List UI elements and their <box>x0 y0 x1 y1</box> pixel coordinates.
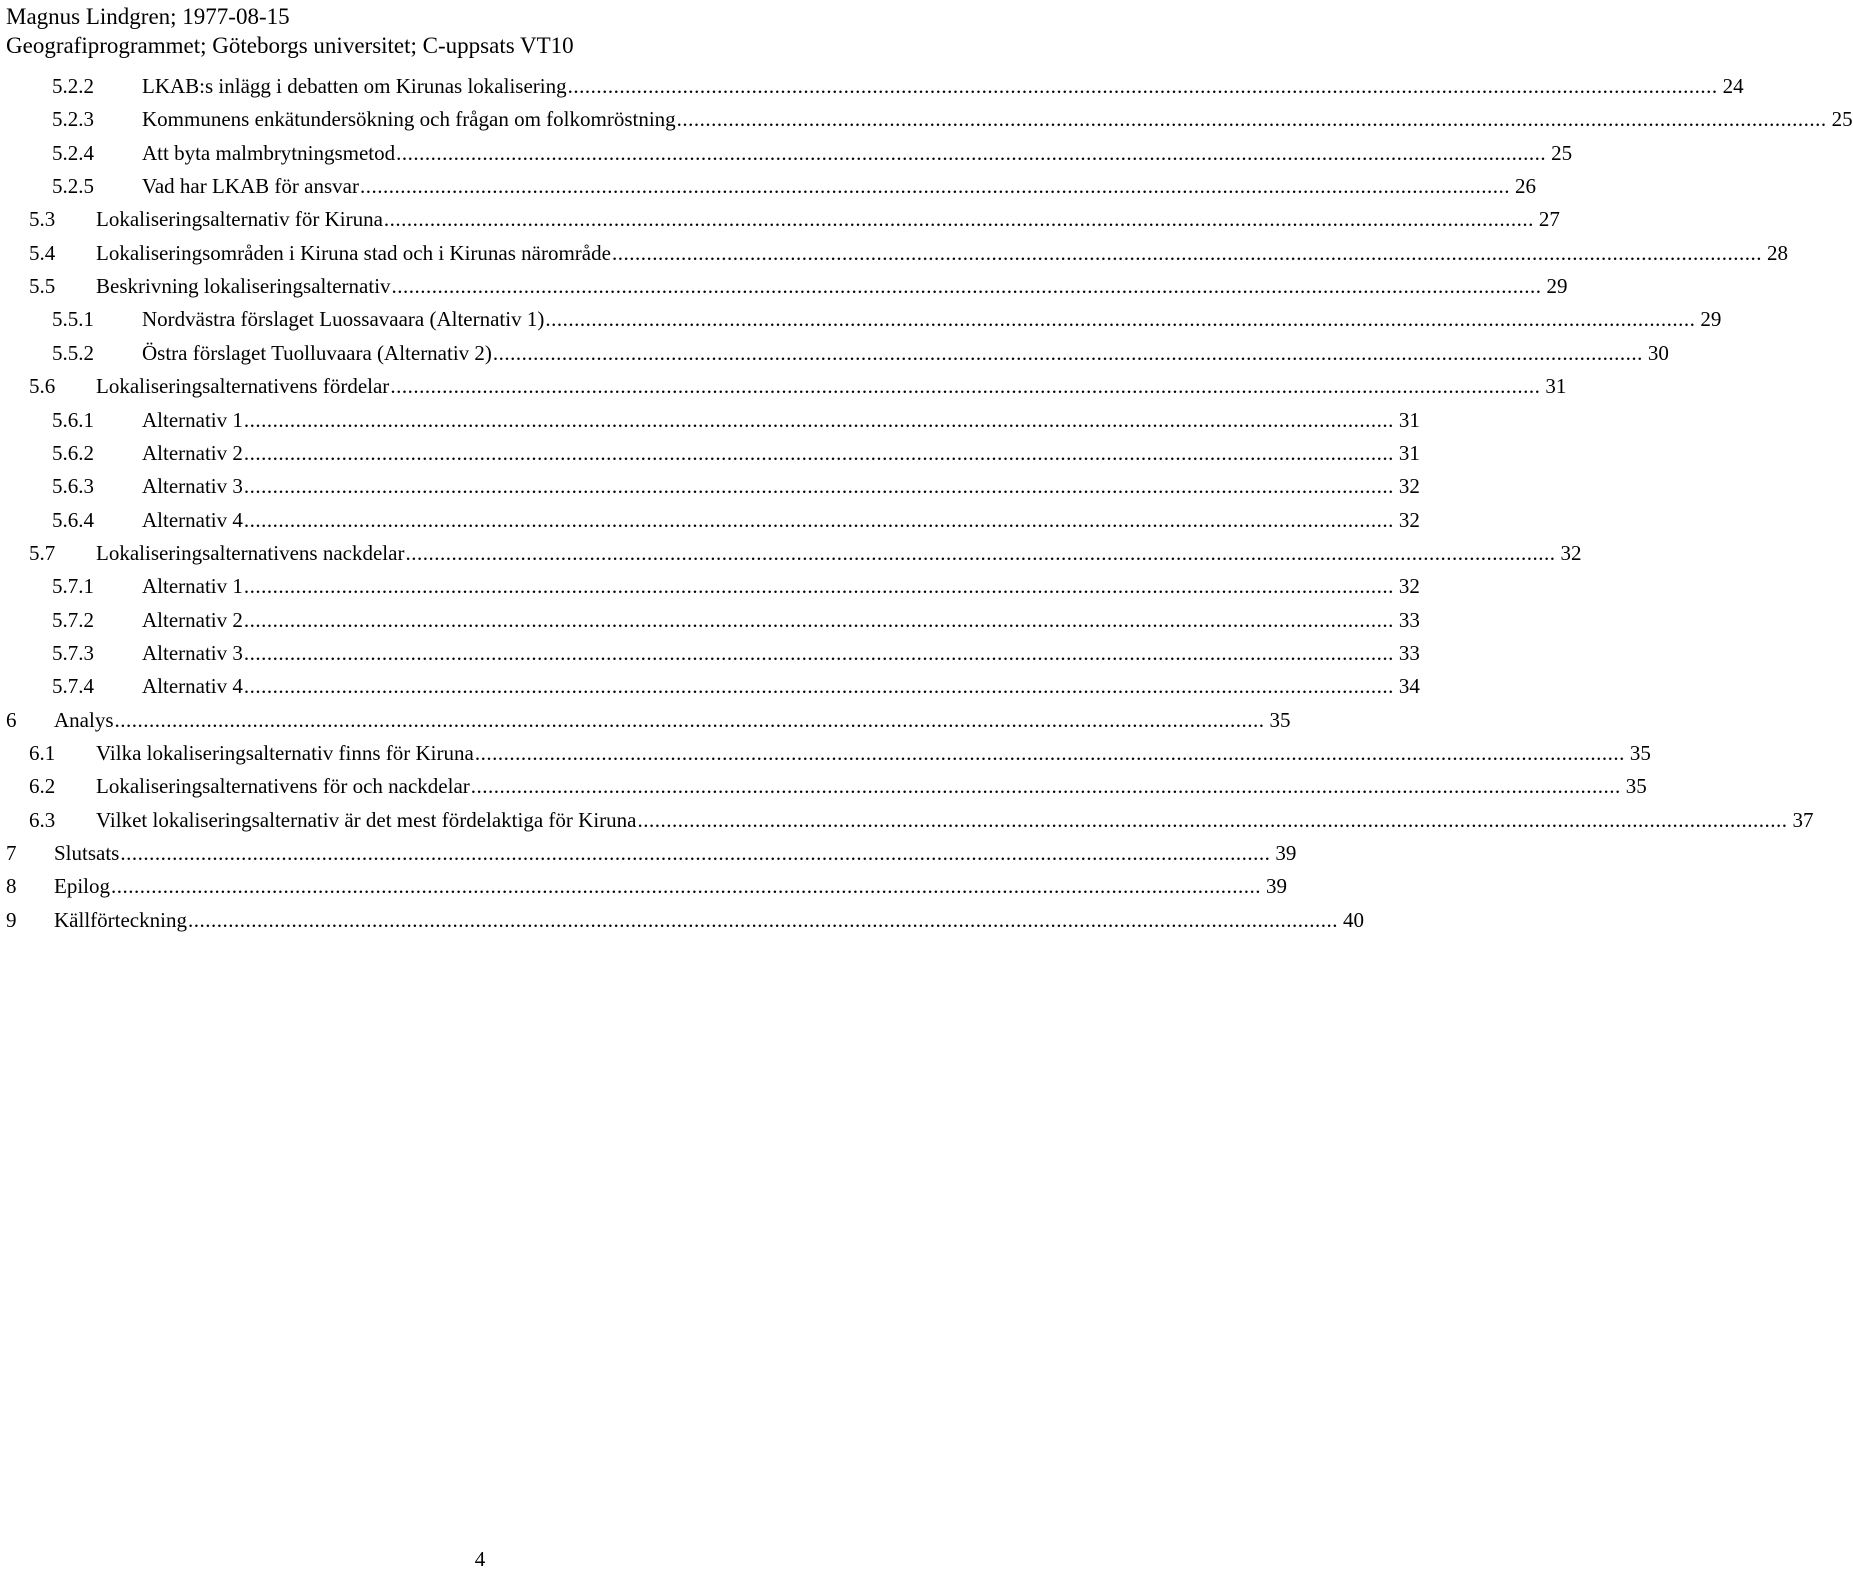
toc-entry-title: Nordvästra förslaget Luossavaara (Alternativ 1) <box>142 307 545 332</box>
toc-entry[interactable] <box>0 172 1536 200</box>
toc-entry[interactable] <box>0 139 1573 167</box>
toc-entry-number: 5.3 <box>29 207 56 232</box>
toc-entry-number: 6.3 <box>29 807 56 832</box>
toc-entry[interactable] <box>0 339 1669 367</box>
toc-entry-title: Alternativ 1 <box>142 407 243 432</box>
toc-entry-title: Lokaliseringsalternativens för och nackdelar <box>96 774 470 799</box>
toc-entry[interactable] <box>0 706 1291 734</box>
toc-entry-title: Lokaliseringsområden i Kiruna stad och i Kirunas närområde <box>96 240 611 265</box>
toc-entry-page: 27 <box>1538 207 1560 232</box>
toc-entry-title: Analys <box>54 707 114 732</box>
toc-entry[interactable] <box>0 839 1297 867</box>
toc-entry-title: Att byta malmbrytningsmetod <box>142 140 396 165</box>
toc-dot-leader: ........................................................................................................................................................................................................ <box>396 140 1547 165</box>
toc-entry-number: 5.5.1 <box>52 307 94 332</box>
toc-entry[interactable] <box>0 239 1788 267</box>
toc-entry-title: Beskrivning lokaliseringsalternativ <box>96 274 391 299</box>
toc-entry-title: Alternativ 1 <box>142 574 243 599</box>
toc-entry-page: 26 <box>1514 174 1536 199</box>
toc-dot-leader: ........................................................................................................................................................................................................ <box>383 207 1534 232</box>
toc-entry-number: 5.6 <box>29 374 56 399</box>
toc-entry-page: 31 <box>1398 407 1420 432</box>
toc-entry[interactable] <box>0 606 1420 634</box>
toc-entry-title: Källförteckning <box>54 907 187 932</box>
toc-entry[interactable] <box>0 672 1420 700</box>
toc-entry-title: Kommunens enkätundersökning och frågan om folkomröstning <box>142 107 676 132</box>
toc-entry-number: 5.2.2 <box>52 74 94 98</box>
toc-entry-page: 39 <box>1266 874 1287 899</box>
toc-dot-leader: ........................................................................................................................................................................................................ <box>243 507 1394 532</box>
toc-entry-number: 5.7 <box>29 540 56 565</box>
toc-entry[interactable] <box>0 572 1420 600</box>
toc-entry-page: 31 <box>1398 440 1420 465</box>
toc-dot-leader: ........................................................................................................................................................................................................ <box>676 107 1827 132</box>
toc-entry-page: 39 <box>1275 841 1297 866</box>
toc-entry[interactable] <box>0 372 1567 400</box>
toc-dot-leader: ........................................................................................................................................................................................................ <box>391 274 1542 299</box>
toc-entry-number: 5.5 <box>29 274 56 299</box>
toc-entry[interactable] <box>0 305 1722 333</box>
author-line: Magnus Lindgren; 1977-08-15 <box>6 4 290 29</box>
toc-entry-number: 5.2.3 <box>52 107 94 132</box>
toc-entry[interactable] <box>0 105 1853 133</box>
toc-entry-title: Vilka lokaliseringsalternativ finns för Kiruna <box>96 741 474 765</box>
toc-entry-page: 32 <box>1398 507 1420 532</box>
toc-entry-page: 31 <box>1545 374 1567 399</box>
toc-entry[interactable] <box>0 406 1420 434</box>
toc-entry-page: 33 <box>1398 607 1420 632</box>
toc-entry[interactable] <box>0 72 1744 100</box>
toc-entry-number: 5.6.4 <box>52 507 94 532</box>
toc-entry-number: 5.7.4 <box>52 674 94 699</box>
toc-entry-title: LKAB:s inlägg i debatten om Kirunas lokalisering <box>142 74 567 98</box>
toc-dot-leader: ........................................................................................................................................................................................................ <box>390 374 1541 399</box>
toc-entry-page: 24 <box>1722 74 1744 98</box>
toc-entry-number: 7 <box>6 841 17 866</box>
toc-entry-title: Vilket lokaliseringsalternativ är det mest fördelaktiga för Kiruna <box>96 807 637 832</box>
toc-entry-number: 8 <box>6 874 17 899</box>
toc-entry-number: 5.7.1 <box>52 574 94 599</box>
toc-entry-page: 30 <box>1647 340 1669 365</box>
toc-entry-page: 25 <box>1551 140 1573 165</box>
toc-dot-leader: ........................................................................................................................................................................................................ <box>545 307 1696 332</box>
toc-entry-number: 5.6.1 <box>52 407 94 432</box>
toc-dot-leader: ........................................................................................................................................................................................................ <box>187 907 1338 932</box>
toc-entry-page: 32 <box>1398 574 1420 599</box>
toc-dot-leader: ........................................................................................................................................................................................................ <box>492 340 1643 365</box>
toc-entry-number: 5.2.5 <box>52 174 94 199</box>
toc-entry-title: Lokaliseringsalternativens nackdelar <box>96 540 405 565</box>
page-number: 4 <box>474 1547 486 1571</box>
toc-entry[interactable] <box>0 506 1420 534</box>
toc-entry-page: 35 <box>1269 707 1291 732</box>
toc-entry-page: 29 <box>1700 307 1722 332</box>
toc-entry[interactable] <box>0 739 1651 767</box>
toc-entry[interactable] <box>0 772 1647 800</box>
toc-entry-page: 29 <box>1546 274 1568 299</box>
toc-entry-number: 5.4 <box>29 240 56 265</box>
toc-dot-leader: ........................................................................................................................................................................................................ <box>243 474 1394 499</box>
toc-entry-title: Vad har LKAB för ansvar <box>142 174 359 199</box>
toc-entry-title: Alternativ 4 <box>142 507 243 532</box>
toc-dot-leader: ........................................................................................................................................................................................................ <box>567 74 1718 98</box>
toc-entry-title: Alternativ 3 <box>142 474 243 499</box>
toc-entry-number: 6 <box>6 707 17 732</box>
toc-entry-number: 5.6.3 <box>52 474 94 499</box>
toc-entry-page: 25 <box>1831 107 1853 132</box>
toc-dot-leader: ........................................................................................................................................................................................................ <box>611 240 1762 265</box>
toc-dot-leader: ........................................................................................................................................................................................................ <box>243 640 1394 665</box>
toc-entry-number: 5.7.3 <box>52 640 94 665</box>
toc-dot-leader: ........................................................................................................................................................................................................ <box>243 674 1394 699</box>
toc-entry-title: Alternativ 2 <box>142 607 243 632</box>
toc-entry-number: 6.1 <box>29 741 56 765</box>
toc-entry[interactable] <box>0 639 1420 667</box>
toc-entry-page: 28 <box>1766 240 1788 265</box>
toc-entry-title: Lokaliseringsalternativ för Kiruna <box>96 207 383 232</box>
toc-entry-page: 40 <box>1342 907 1364 932</box>
program-line: Geografiprogrammet; Göteborgs universitet; C-uppsats VT10 <box>6 33 574 58</box>
toc-dot-leader: ........................................................................................................................................................................................................ <box>637 807 1788 832</box>
toc-entry[interactable] <box>0 539 1582 567</box>
toc-entry-page: 32 <box>1560 540 1582 565</box>
toc-dot-leader: ........................................................................................................................................................................................................ <box>405 540 1556 565</box>
toc-dot-leader: ........................................................................................................................................................................................................ <box>243 607 1394 632</box>
toc-entry-title: Alternativ 3 <box>142 640 243 665</box>
toc-entry-number: 5.7.2 <box>52 607 94 632</box>
toc-entry-page: 35 <box>1629 741 1651 765</box>
toc-entry-page: 37 <box>1792 807 1814 832</box>
toc-dot-leader: ........................................................................................................................................................................................................ <box>120 841 1271 866</box>
toc-dot-leader: ........................................................................................................................................................................................................ <box>114 707 1265 732</box>
toc-dot-leader: ........................................................................................................................................................................................................ <box>243 574 1394 599</box>
toc-entry[interactable] <box>0 272 1568 300</box>
toc-entry-number: 5.5.2 <box>52 340 94 365</box>
toc-entry-number: 9 <box>6 907 17 932</box>
toc-dot-leader: ........................................................................................................................................................................................................ <box>470 774 1621 799</box>
toc-entry-page: 34 <box>1398 674 1420 699</box>
toc-entry-title: Epilog <box>54 874 110 899</box>
toc-entry-title: Slutsats <box>54 841 120 866</box>
toc-entry-number: 5.2.4 <box>52 140 94 165</box>
page-header <box>6 2 574 60</box>
toc-dot-leader: ........................................................................................................................................................................................................ <box>359 174 1510 199</box>
toc-dot-leader: ........................................................................................................................................................................................................ <box>243 407 1394 432</box>
toc-entry[interactable] <box>0 439 1420 467</box>
toc-entry[interactable] <box>0 806 1814 834</box>
toc-entry-page: 33 <box>1398 640 1420 665</box>
toc-entry-title: Alternativ 4 <box>142 674 243 699</box>
toc-entry[interactable] <box>0 906 1364 934</box>
toc-entry-title: Alternativ 2 <box>142 440 243 465</box>
toc-entry-number: 6.2 <box>29 774 56 799</box>
toc-entry[interactable] <box>0 205 1560 233</box>
toc-entry-title: Lokaliseringsalternativens fördelar <box>96 374 390 399</box>
toc-dot-leader: ........................................................................................................................................................................................................ <box>474 741 1625 765</box>
toc-dot-leader: ........................................................................................................................................................................................................ <box>243 440 1394 465</box>
toc-entry-title: Östra förslaget Tuolluvaara (Alternativ 2) <box>142 340 492 365</box>
toc-entry[interactable] <box>0 472 1420 500</box>
toc-entry-page: 32 <box>1398 474 1420 499</box>
toc-entry-page: 35 <box>1625 774 1647 799</box>
toc-entry[interactable] <box>0 872 1287 900</box>
toc-dot-leader: ........................................................................................................................................................................................................ <box>111 874 1261 899</box>
toc-entry-number: 5.6.2 <box>52 440 94 465</box>
